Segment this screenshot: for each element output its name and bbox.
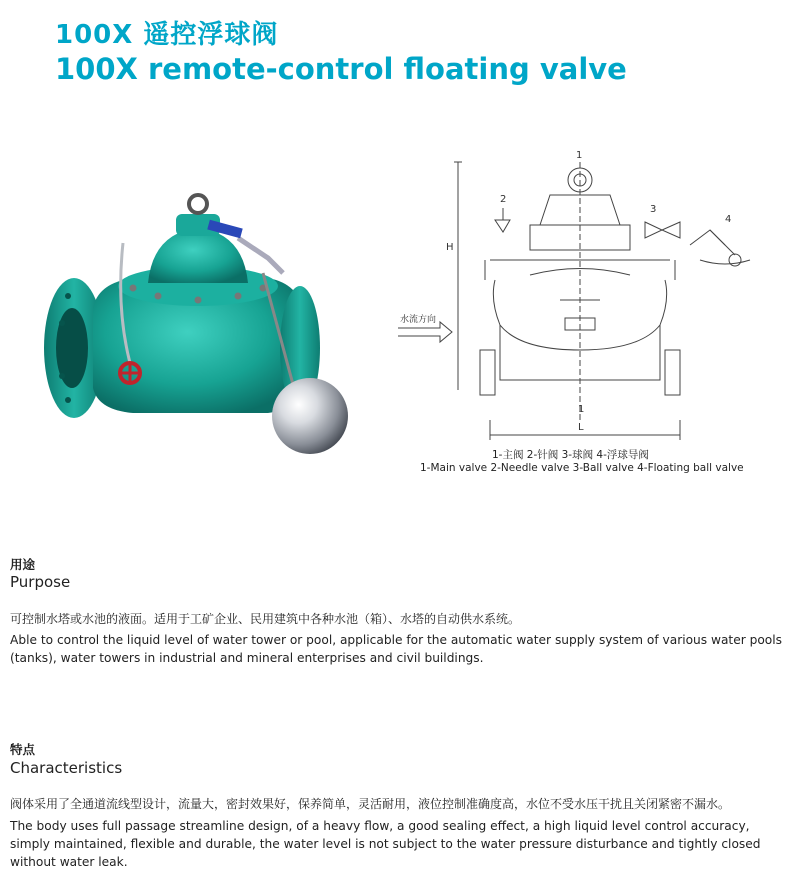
- label-h: H: [446, 242, 454, 253]
- characteristics-text-en: The body uses full passage streamline design, of a heavy flow, a good sealing effect, a high liquid level control accuracy, simply maintained, flexible and durable, the water level is not subject to the water pressure disturbance and tightly closed without water leak.: [10, 819, 761, 869]
- purpose-heading-cn: 用途: [10, 557, 36, 572]
- label-3: 3: [650, 204, 657, 215]
- label-flow-direction: 水流方向: [400, 315, 437, 325]
- handwheel: [120, 363, 140, 383]
- purpose-text-en: Able to control the liquid level of water tower or pool, applicable for the automatic water supply system of various water pools (tanks), water towers in industrial and mineral enterprises and civil buildings.: [10, 633, 782, 665]
- purpose-text-cn: 可控制水塔或水池的液面。适用于工矿企业、民用建筑中各种水池（箱）、水塔的自动供水系统。: [10, 612, 521, 626]
- label-4: 4: [725, 214, 732, 225]
- valve-technical-drawing: [380, 150, 780, 450]
- characteristics-text-cn: 阀体采用了全通道流线型设计，流量大，密封效果好，保养简单，灵活耐用，液位控制准确度高，水位不受水压干扰且关闭紧密不漏水。: [10, 797, 731, 811]
- label-l: L: [578, 422, 584, 433]
- diagram-legend-chinese: 1-主阀 2-针阀 3-球阀 4-浮球导阀: [492, 449, 649, 461]
- valve-product-photo: [38, 188, 358, 458]
- label-2: 2: [500, 194, 507, 205]
- characteristics-heading-en: Characteristics: [10, 759, 123, 777]
- label-1-bottom: 1: [578, 404, 585, 415]
- float-ball: [272, 378, 348, 454]
- label-1-top: 1: [576, 150, 583, 161]
- diagram-legend-english: 1-Main valve 2-Needle valve 3-Ball valve 4-Floating ball valve: [420, 462, 744, 474]
- title-english: 100X remote-control floating valve: [55, 52, 627, 86]
- purpose-heading-en: Purpose: [10, 573, 71, 591]
- characteristics-heading-cn: 特点: [10, 742, 36, 757]
- title-chinese: 100X 遥控浮球阀: [55, 20, 279, 50]
